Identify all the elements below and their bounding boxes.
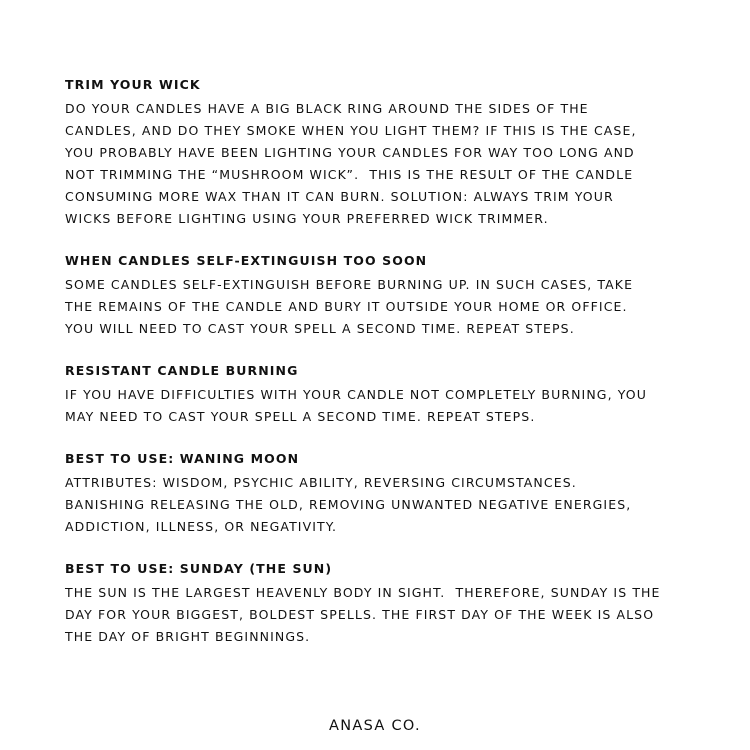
body-line: ATTRIBUTES: WISDOM, PSYCHIC ABILITY, REVERSING CIRCUMSTANCES. <box>65 475 577 490</box>
body-line: SOME CANDLES SELF-EXTINGUISH BEFORE BURNING UP. IN SUCH CASES, TAKE <box>65 277 634 292</box>
body-line: ADDICTION, ILLNESS, OR NEGATIVITY. <box>65 519 338 534</box>
section-trim-your-wick <box>65 76 690 230</box>
body-line: YOU PROBABLY HAVE BEEN LIGHTING YOUR CANDLES FOR WAY TOO LONG AND <box>65 145 635 160</box>
body-line: IF YOU HAVE DIFFICULTIES WITH YOUR CANDLE NOT COMPLETELY BURNING, YOU <box>65 387 647 402</box>
document-body <box>65 76 690 670</box>
body-line: BANISHING RELEASING THE OLD, REMOVING UNWANTED NEGATIVE ENERGIES, <box>65 497 632 512</box>
body-line: NOT TRIMMING THE “MUSHROOM WICK”. THIS IS THE RESULT OF THE CANDLE <box>65 167 634 182</box>
body-line: THE SUN IS THE LARGEST HEAVENLY BODY IN SIGHT. THEREFORE, SUNDAY IS THE <box>65 585 661 600</box>
body-line: YOU WILL NEED TO CAST YOUR SPELL A SECOND TIME. REPEAT STEPS. <box>65 321 575 336</box>
body-line: DAY FOR YOUR BIGGEST, BOLDEST SPELLS. THE FIRST DAY OF THE WEEK IS ALSO <box>65 607 655 622</box>
body-line: WICKS BEFORE LIGHTING USING YOUR PREFERRED WICK TRIMMER. <box>65 211 549 226</box>
section-heading: WHEN CANDLES SELF-EXTINGUISH TOO SOON <box>65 253 428 268</box>
section-sunday <box>65 560 690 648</box>
body-line: DO YOUR CANDLES HAVE A BIG BLACK RING AROUND THE SIDES OF THE <box>65 101 589 116</box>
body-line: CONSUMING MORE WAX THAN IT CAN BURN. SOLUTION: ALWAYS TRIM YOUR <box>65 189 614 204</box>
section-heading: RESISTANT CANDLE BURNING <box>65 363 299 378</box>
body-line: THE REMAINS OF THE CANDLE AND BURY IT OUTSIDE YOUR HOME OR OFFICE. <box>65 299 628 314</box>
section-heading: TRIM YOUR WICK <box>65 77 201 92</box>
section-waning-moon <box>65 450 690 538</box>
body-line: MAY NEED TO CAST YOUR SPELL A SECOND TIME. REPEAT STEPS. <box>65 409 536 424</box>
body-line: THE DAY OF BRIGHT BEGINNINGS. <box>65 629 311 644</box>
brand-footer: ANASA CO. <box>329 718 421 734</box>
section-heading: BEST TO USE: SUNDAY (THE SUN) <box>65 561 333 576</box>
section-self-extinguish <box>65 252 690 340</box>
section-resistant-burning <box>65 362 690 428</box>
section-heading: BEST TO USE: WANING MOON <box>65 451 300 466</box>
body-line: CANDLES, AND DO THEY SMOKE WHEN YOU LIGHT THEM? IF THIS IS THE CASE, <box>65 123 637 138</box>
